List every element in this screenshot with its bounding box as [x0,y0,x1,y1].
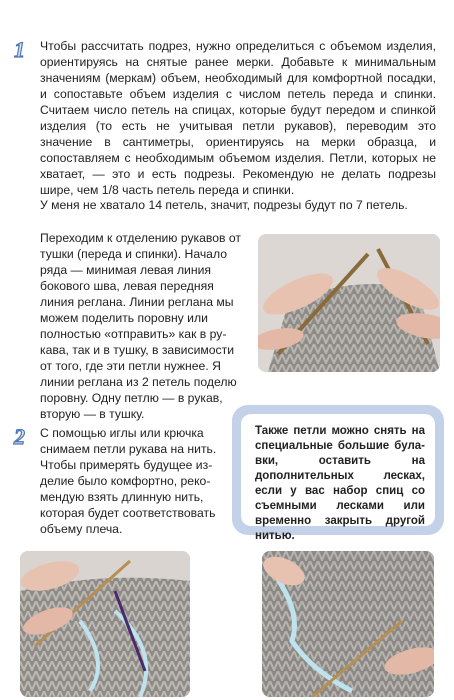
stitches-on-thread-photo [20,551,190,697]
sleeve-stitches-paragraph: С помощью иглы или крючка снимаем петли рукава на нить. Чтобы примерять будущее изделие было комфортно, рекомендую взять длинную нить, которая будет соответствовать объему плеча. [40,426,217,536]
stitch-count-note: У меня не хватало 14 петель, значит, подрезы будут по 7 петель. [40,198,408,212]
tip-text: Также петли можно снять на специальные большие булавки, оставить на дополнительных лесках, если у вас набор спиц со съемными лесками или временно закрыть другой нитью. [241,414,435,526]
sleeve-stitches-on-thread-photo [262,551,434,697]
tip-box [232,405,444,542]
step-number-2: 2 [14,424,25,449]
step-number-1: 1 [14,37,25,62]
intro-paragraph: Чтобы рассчитать подрез, нужно определиться с объемом изделия, ориентируясь на снятые ранее мерки. Добавьте к минимальным значениям (меркам) объем, необходимый для комфортной посадки, и сопоставьте объем изделия с числом петель переда и спинки. Считаем число петель на спицах, которые будут передом и спинкой изделия (то есть не учитывая петли рукавов), переводим это значение в сантиметры, ориентируясь на мерки образца, и сопоставляем с необходимым объемом изделия. Петли, которых не хватает, — это и есть подрезы. Рекомендую не делать подрезы шире, чем 1/8 часть петель переда и спинки. [40,39,436,197]
hands-knitting-needles-photo [258,234,440,372]
sleeve-separation-paragraph: Переходим к отделению рукавов от тушки (переда и спинки). Начало ряда — минимая левая линия бокового шва, левая передняя линия реглана. Линии реглана мы можем поделить поровну или полностью «отправить» как в рукава, так и в тушку, в зависимости от того, где эти петли нужнее. Я линии реглана из 2 петель поделю поровну. Одну петлю — в рукав, вторую — в тушку. [40,231,242,421]
